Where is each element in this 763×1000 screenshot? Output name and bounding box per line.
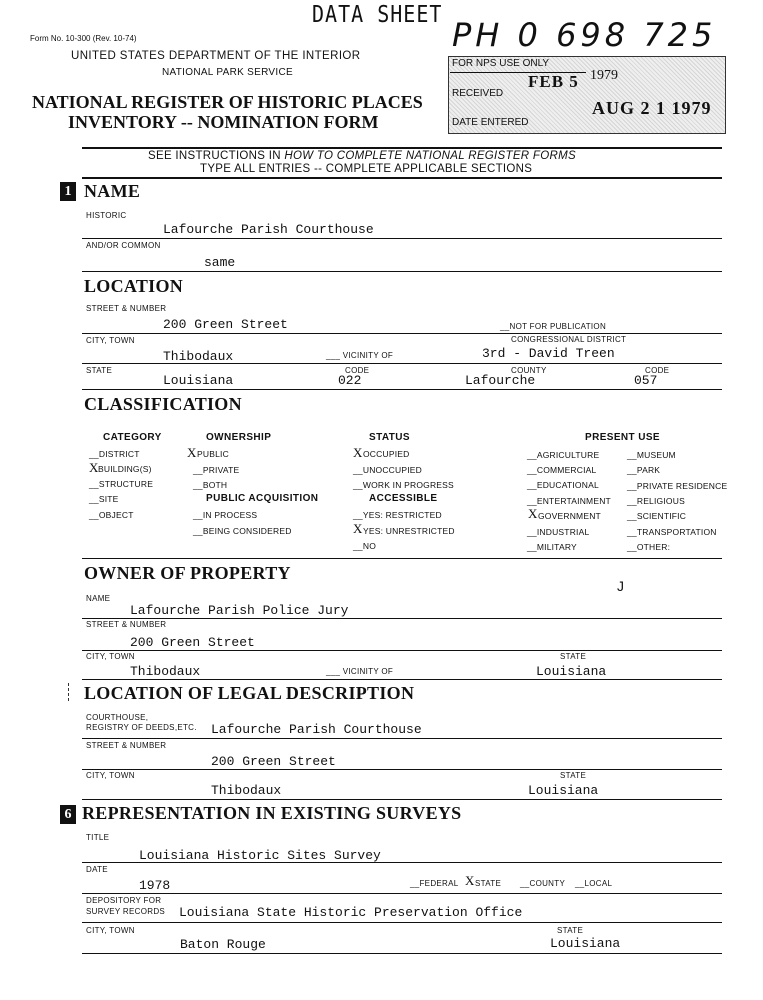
received-label: RECEIVED xyxy=(452,88,504,99)
owner-vicinity-option[interactable]: ___ VICINITY OF xyxy=(326,667,394,676)
use-park[interactable]: __PARK xyxy=(627,465,661,475)
street-rule xyxy=(82,333,722,334)
legal-section-rule xyxy=(82,799,722,800)
use-museum[interactable]: __MUSEUM xyxy=(627,450,676,460)
survey-city-label: CITY, TOWN xyxy=(86,926,135,935)
date-entered-value: AUG 2 1 1979 xyxy=(592,98,712,118)
city-town-label: CITY, TOWN xyxy=(86,336,135,345)
margin-tick xyxy=(68,683,70,701)
data-sheet-stamp: DATA SHEET xyxy=(312,0,443,28)
owner-state-value[interactable]: Louisiana xyxy=(536,664,607,679)
nps-use-only-label: FOR NPS USE ONLY xyxy=(452,58,550,69)
section-title-classification: CLASSIFICATION xyxy=(84,394,242,414)
owner-city-value[interactable]: Thibodaux xyxy=(130,664,201,679)
congressional-district-value[interactable]: 3rd - David Treen xyxy=(482,346,615,361)
status-occupied[interactable]: OCCUPIED xyxy=(363,449,410,459)
state-code-value[interactable]: 022 xyxy=(338,373,362,388)
ownership-public[interactable]: PUBLIC xyxy=(197,449,229,459)
instructions-line-2: TYPE ALL ENTRIES -- COMPLETE APPLICABLE SECTIONS xyxy=(200,163,533,175)
accessible-unrestricted[interactable]: YES: UNRESTRICTED xyxy=(363,526,455,536)
use-religious[interactable]: __RELIGIOUS xyxy=(627,496,685,506)
survey-title-rule xyxy=(82,862,722,863)
category-structure[interactable]: __STRUCTURE xyxy=(89,479,154,489)
legal-city-label: CITY, TOWN xyxy=(86,771,135,780)
section-title-name: NAME xyxy=(84,181,141,201)
classification-section-rule xyxy=(82,558,722,559)
instructions-guide-title: HOW TO COMPLETE NATIONAL REGISTER FORMS xyxy=(284,150,576,162)
survey-title-value[interactable]: Louisiana Historic Sites Survey xyxy=(139,848,381,863)
form-title-line-2: INVENTORY -- NOMINATION FORM xyxy=(68,112,379,132)
surveys-section-rule xyxy=(82,953,722,954)
courthouse-label-line-1: COURTHOUSE, xyxy=(86,713,149,722)
survey-title-label: TITLE xyxy=(86,833,110,842)
use-educational[interactable]: __EDUCATIONAL xyxy=(527,480,599,490)
public-acquisition-heading: PUBLIC ACQUISITION xyxy=(206,493,319,504)
use-entertainment[interactable]: __ENTERTAINMENT xyxy=(527,496,611,506)
category-object[interactable]: __OBJECT xyxy=(89,510,134,520)
category-district[interactable]: __DISTRICT xyxy=(89,449,140,459)
common-name-value[interactable]: same xyxy=(204,255,236,270)
section-title-owner: OWNER OF PROPERTY xyxy=(84,563,291,583)
received-year: 1979 xyxy=(590,68,618,83)
state-label: STATE xyxy=(86,366,113,375)
use-military[interactable]: __MILITARY xyxy=(527,542,577,552)
section-number-1: 1 xyxy=(60,182,76,201)
use-transportation[interactable]: __TRANSPORTATION xyxy=(627,527,717,537)
status-heading: STATUS xyxy=(369,432,410,443)
state-code-label: CODE xyxy=(345,366,370,375)
ownership-public-mark: X xyxy=(187,445,197,460)
acquisition-being-considered[interactable]: __BEING CONSIDERED xyxy=(193,526,292,536)
owner-name-label: NAME xyxy=(86,594,111,603)
department-name: UNITED STATES DEPARTMENT OF THE INTERIOR xyxy=(71,50,361,62)
survey-state-mark: X xyxy=(465,873,475,888)
legal-state-label: STATE xyxy=(560,771,587,780)
survey-state-label: STATE xyxy=(557,926,584,935)
legal-city-value[interactable]: Thibodaux xyxy=(211,783,282,798)
depository-rule xyxy=(82,922,722,923)
ownership-private[interactable]: __PRIVATE xyxy=(193,465,240,475)
use-industrial[interactable]: __INDUSTRIAL xyxy=(527,527,590,537)
survey-state-option[interactable]: STATE xyxy=(475,879,502,888)
state-value[interactable]: Louisiana xyxy=(163,373,234,388)
legal-street-rule xyxy=(82,769,722,770)
courthouse-rule xyxy=(82,738,722,739)
owner-street-rule xyxy=(82,650,722,651)
status-work-in-progress[interactable]: __WORK IN PROGRESS xyxy=(353,480,454,490)
category-building-mark: X xyxy=(89,460,99,475)
vicinity-of-option[interactable]: ___ VICINITY OF xyxy=(326,351,394,360)
date-entered-label: DATE ENTERED xyxy=(452,117,529,128)
owner-street-label: STREET & NUMBER xyxy=(86,620,167,629)
congressional-district-label: CONGRESSIONAL DISTRICT xyxy=(511,335,627,344)
city-rule xyxy=(82,363,722,364)
street-number-label: STREET & NUMBER xyxy=(86,304,167,313)
historic-name-value[interactable]: Lafourche Parish Courthouse xyxy=(163,222,374,237)
common-name-label: AND/OR COMMON xyxy=(86,241,161,250)
service-name: NATIONAL PARK SERVICE xyxy=(162,67,293,78)
present-use-heading: PRESENT USE xyxy=(585,432,660,443)
owner-name-value[interactable]: Lafourche Parish Police Jury xyxy=(130,603,349,618)
location-section-rule xyxy=(82,389,722,390)
section-title-location: LOCATION xyxy=(84,276,184,296)
form-number: Form No. 10-300 (Rev. 10-74) xyxy=(30,34,137,43)
county-value[interactable]: Lafourche xyxy=(465,373,536,388)
accessible-restricted[interactable]: __YES: RESTRICTED xyxy=(353,510,442,520)
historic-label: HISTORIC xyxy=(86,211,127,220)
accessible-unrestricted-mark: X xyxy=(353,521,363,536)
courthouse-value[interactable]: Lafourche Parish Courthouse xyxy=(211,722,422,737)
use-scientific[interactable]: __SCIENTIFIC xyxy=(627,511,687,521)
section-title-surveys: REPRESENTATION IN EXISTING SURVEYS xyxy=(82,803,462,823)
street-number-value[interactable]: 200 Green Street xyxy=(163,317,288,332)
survey-date-label: DATE xyxy=(86,865,108,874)
use-government-mark: X xyxy=(528,506,538,521)
use-other[interactable]: __OTHER: xyxy=(627,542,671,552)
name-section-rule xyxy=(82,271,722,272)
survey-local-option[interactable]: __LOCAL xyxy=(575,879,613,888)
survey-date-rule xyxy=(82,893,722,894)
accessible-no[interactable]: __NO xyxy=(353,541,377,551)
owner-state-label: STATE xyxy=(560,652,587,661)
depository-value[interactable]: Louisiana State Historic Preservation Office xyxy=(179,905,523,920)
category-site[interactable]: __SITE xyxy=(89,494,119,504)
status-occupied-mark: X xyxy=(353,445,363,460)
ownership-both[interactable]: __BOTH xyxy=(193,480,228,490)
category-building[interactable]: BUILDING(S) xyxy=(98,464,152,474)
use-agriculture[interactable]: __AGRICULTURE xyxy=(527,450,600,460)
use-private-residence[interactable]: __PRIVATE RESIDENCE xyxy=(627,481,728,491)
county-label: COUNTY xyxy=(511,366,547,375)
survey-county-option[interactable]: __COUNTY xyxy=(520,879,566,888)
stray-pen-mark: J xyxy=(617,578,624,594)
instructions-line-1 xyxy=(148,150,576,162)
survey-federal-option[interactable]: __FEDERAL xyxy=(410,879,459,888)
use-commercial[interactable]: __COMMERCIAL xyxy=(527,465,597,475)
category-heading: CATEGORY xyxy=(103,432,162,443)
received-date: FEB 5 xyxy=(528,72,579,91)
owner-name-rule xyxy=(82,618,722,619)
legal-state-value[interactable]: Louisiana xyxy=(528,783,599,798)
survey-date-value[interactable]: 1978 xyxy=(139,878,171,893)
section-number-6: 6 xyxy=(60,805,76,824)
status-unoccupied[interactable]: __UNOCCUPIED xyxy=(353,465,422,475)
handwritten-reference-number: PH 0 698 725 xyxy=(452,16,717,54)
section-title-legal-description: LOCATION OF LEGAL DESCRIPTION xyxy=(84,683,415,703)
accessible-heading: ACCESSIBLE xyxy=(369,493,438,504)
owner-street-value[interactable]: 200 Green Street xyxy=(130,635,255,650)
instructions-rule xyxy=(82,177,722,179)
owner-section-rule xyxy=(82,679,722,680)
depository-label-line-2: SURVEY RECORDS xyxy=(86,907,166,916)
owner-city-label: CITY, TOWN xyxy=(86,652,135,661)
county-code-label: CODE xyxy=(645,366,670,375)
use-government[interactable]: GOVERNMENT xyxy=(538,511,601,521)
city-town-value[interactable]: Thibodaux xyxy=(163,349,234,364)
county-code-value[interactable]: 057 xyxy=(634,373,658,388)
survey-city-value[interactable]: Baton Rouge xyxy=(180,937,266,952)
header-rule xyxy=(82,147,722,149)
instructions-prefix: SEE INSTRUCTIONS IN xyxy=(148,150,285,162)
survey-state-value[interactable]: Louisiana xyxy=(550,936,621,951)
ownership-heading: OWNERSHIP xyxy=(206,432,272,443)
courthouse-label-line-2: REGISTRY OF DEEDS,ETC. xyxy=(86,723,197,732)
not-for-publication-option[interactable]: __NOT FOR PUBLICATION xyxy=(500,322,607,331)
depository-label-line-1: DEPOSITORY FOR xyxy=(86,896,162,905)
acquisition-in-process[interactable]: __IN PROCESS xyxy=(193,510,258,520)
form-title-line-1: NATIONAL REGISTER OF HISTORIC PLACES xyxy=(32,92,423,112)
legal-street-value[interactable]: 200 Green Street xyxy=(211,754,336,769)
legal-street-label: STREET & NUMBER xyxy=(86,741,167,750)
historic-rule xyxy=(82,238,722,239)
